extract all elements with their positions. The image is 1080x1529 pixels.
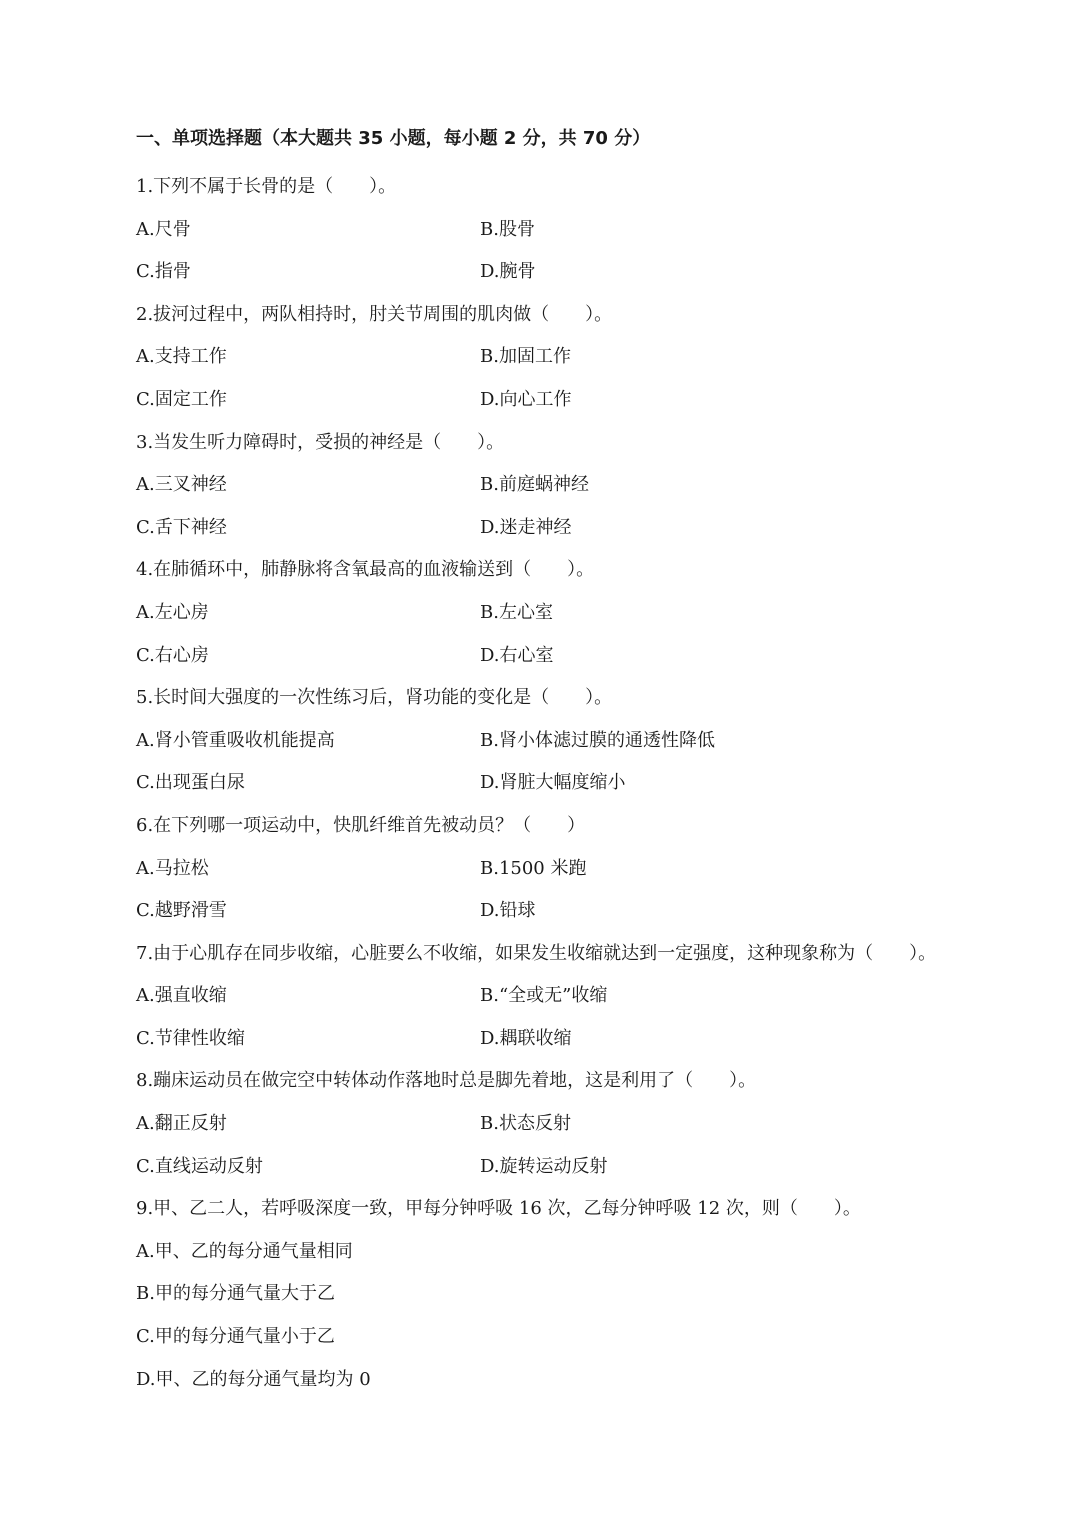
option-d: D.肾脏大幅度缩小 [480,772,626,794]
option-row [136,767,1036,810]
option-d: D.向心工作 [480,388,572,410]
question-9 [136,1193,1036,1406]
option-d: D.腕骨 [480,261,536,283]
option-row [136,1151,1036,1194]
section-title: 一、单项选择题（本大题共 35 小题，每小题 2 分，共 70 分） [136,128,651,149]
question-3 [136,427,1036,555]
option-a: A.强直收缩 [136,985,227,1007]
option-b: B.状态反射 [480,1113,571,1135]
option-d: D.旋转运动反射 [480,1155,608,1177]
option-row [136,1108,1036,1151]
option-c: C.出现蛋白尿 [136,772,245,794]
question-7 [136,938,1036,1066]
option-c: C.指骨 [136,261,191,283]
question-stem: 1.下列不属于长骨的是（ ）。 [136,176,397,197]
option-c: C.右心房 [136,644,209,666]
option-a: A.马拉松 [136,857,209,879]
option-row [136,384,1036,427]
question-list [136,171,1036,1406]
question-2 [136,299,1036,427]
question-stem: 5.长时间大强度的一次性练习后，肾功能的变化是（ ）。 [136,687,613,709]
option-b: B.加固工作 [480,346,571,368]
question-1 [136,171,1036,299]
option-c: C.甲的每分通气量小于乙 [136,1326,335,1348]
option-row [136,597,1036,640]
option-row [136,980,1036,1023]
question-stem: 4.在肺循环中，肺静脉将含氧最高的血液输送到（ ）。 [136,559,595,581]
option-row [136,341,1036,384]
option-a: A.翻正反射 [136,1113,227,1135]
option-b: B.肾小体滤过膜的通透性降低 [480,729,715,751]
option-b: B.股骨 [480,218,535,240]
option-a: A.尺骨 [136,218,191,240]
question-stem: 6.在下列哪一项运动中，快肌纤维首先被动员？（ ） [136,814,586,836]
option-d: D.迷走神经 [480,516,572,538]
question-stem: 2.拔河过程中，两队相持时，肘关节周围的肌肉做（ ）。 [136,303,613,325]
option-b: B.左心室 [480,601,553,623]
option-row [136,256,1036,299]
option-row [136,1023,1036,1066]
option-b: B.前庭蜗神经 [480,474,589,496]
question-6 [136,810,1036,938]
question-stem: 9.甲、乙二人，若呼吸深度一致，甲每分钟呼吸 16 次，乙每分钟呼吸 12 次，则（ ）。 [136,1198,861,1220]
option-d: D.甲、乙的每分通气量均为 0 [136,1368,371,1390]
question-stem: 3.当发生听力障碍时，受损的神经是（ ）。 [136,431,505,453]
option-a: A.三叉神经 [136,474,227,496]
option-row [136,853,1036,896]
option-row [136,214,1036,257]
option-a: A.左心房 [136,601,209,623]
question-4 [136,554,1036,682]
option-b: B.甲的每分通气量大于乙 [136,1283,335,1305]
option-row [136,725,1036,768]
question-stem: 7.由于心肌存在同步收缩，心脏要么不收缩，如果发生收缩就达到一定强度，这种现象称为（ ）。 [136,942,937,964]
question-5 [136,682,1036,810]
option-c: C.越野滑雪 [136,900,227,922]
option-c: C.舌下神经 [136,516,227,538]
option-row [136,895,1036,938]
option-row [136,512,1036,555]
question-stem: 8.蹦床运动员在做完空中转体动作落地时总是脚先着地，这是利用了（ ）。 [136,1070,757,1092]
option-d: D.耦联收缩 [480,1027,572,1049]
option-row [136,640,1036,683]
option-a: A.肾小管重吸收机能提高 [136,729,335,751]
option-a: A.支持工作 [136,346,227,368]
option-b: B.“全或无”收缩 [480,985,608,1007]
question-8 [136,1065,1036,1193]
option-row [136,469,1036,512]
option-d: D.铅球 [480,900,536,922]
option-c: C.节律性收缩 [136,1027,245,1049]
option-b: B.1500 米跑 [480,857,587,879]
option-d: D.右心室 [480,644,554,666]
option-a: A.甲、乙的每分通气量相同 [136,1240,353,1262]
option-c: C.固定工作 [136,388,227,410]
option-c: C.直线运动反射 [136,1155,263,1177]
